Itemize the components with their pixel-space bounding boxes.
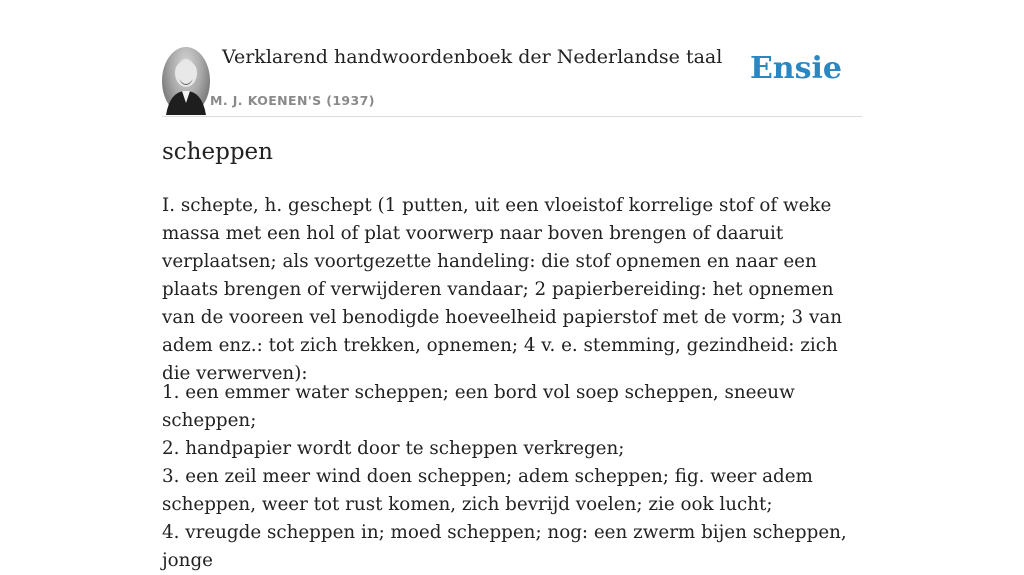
author-portrait	[162, 47, 210, 115]
dictionary-title: Verklarend handwoordenboek der Nederlandse taal	[222, 46, 723, 68]
example-item: 3. een zeil meer wind doen scheppen; adem scheppen; fig. weer adem scheppen, weer tot rust komen, zich bevrijd voelen; zie ook lucht;	[162, 466, 813, 515]
example-item: 2. handpapier wordt door te scheppen verkregen;	[162, 438, 625, 459]
example-item: 4. vreugde scheppen in; moed scheppen; nog: een zwerm bijen scheppen, jonge	[162, 522, 847, 571]
entry-definition: I. schepte, h. geschept (1 putten, uit een vloeistof korrelige stof of weke massa met een hol of plat voorwerp naar boven brengen of daaruit verplaatsen; als voortgezette handeling: die stof opnemen en naar een plaats brengen of verwijderen vandaar; 2 papierbereiding: het opnemen van de vooreen vel benodigde hoeveelheid papierstof met de vorm; 3 van adem enz.: tot zich trekken, opnemen; 4 v. e. stemming, gezindheid: zich die verwerven):	[162, 195, 842, 384]
ensie-logo-link[interactable]: Ensie	[749, 51, 842, 86]
dictionary-header	[162, 40, 862, 117]
example-item: 1. een emmer water scheppen; een bord vol soep scheppen, sneeuw scheppen;	[162, 382, 795, 431]
author-portrait-image	[162, 47, 210, 115]
entry-examples	[162, 379, 867, 575]
dictionary-source: M. J. KOENEN'S (1937)	[210, 93, 375, 108]
entry-headword: scheppen	[162, 139, 273, 165]
